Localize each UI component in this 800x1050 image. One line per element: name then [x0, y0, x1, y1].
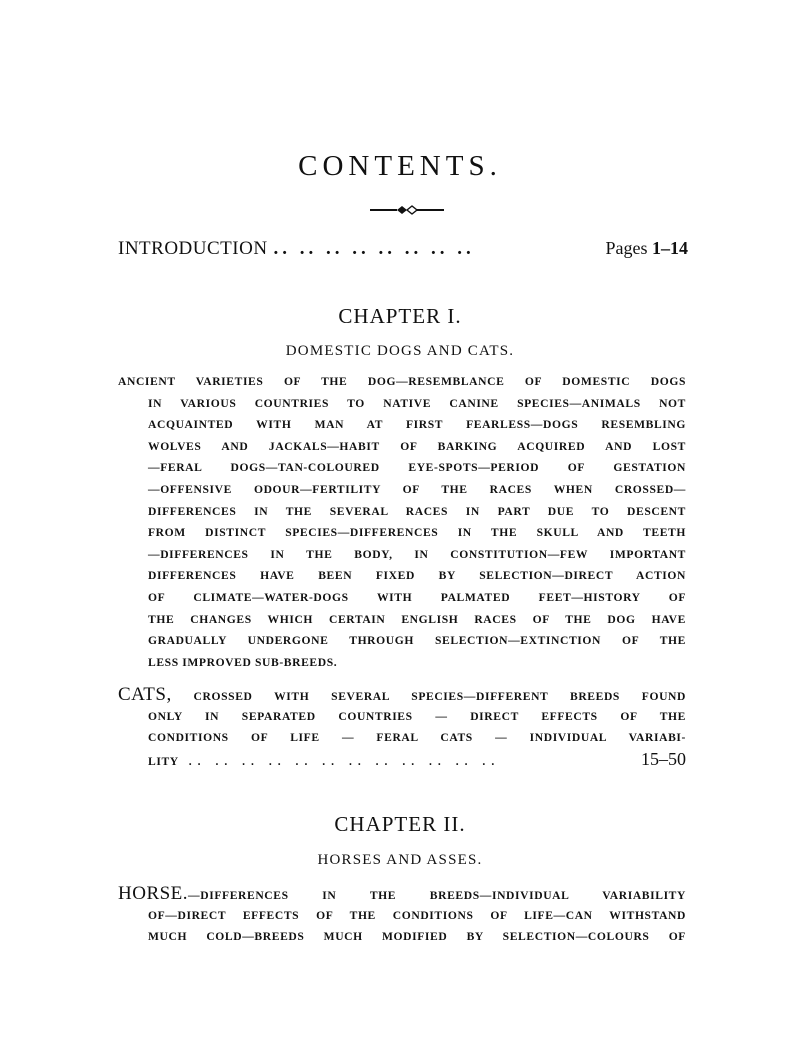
chapter-2-horse-summary — [118, 883, 686, 948]
summary-line: ONLY IN SEPARATED COUNTRIES — DIRECT EFFECTS OF THE — [148, 709, 686, 723]
summary-line: LESS IMPROVED SUB-BREEDS. — [148, 655, 338, 669]
summary-line: —DIFFERENCES IN THE BODY, IN CONSTITUTION—FEW IMPORTANT — [148, 547, 686, 561]
summary-line: HORSE.—DIFFERENCES IN THE BREEDS—INDIVIDUAL VARIABILITY — [118, 883, 686, 904]
chapter-1-subtitle: DOMESTIC DOGS AND CATS. — [285, 343, 515, 359]
introduction-pages: Pages 1–14 — [605, 238, 688, 258]
chapter-1-cats-summary — [118, 684, 686, 770]
summary-line: CATS, CROSSED WITH SEVERAL SPECIES—DIFFERENT BREEDS FOUND — [118, 684, 686, 705]
summary-line: MUCH COLD—BREEDS MUCH MODIFIED BY SELECTION—COLOURS OF — [148, 930, 686, 944]
summary-line: GRADUALLY UNDERGONE THROUGH SELECTION—EXTINCTION OF THE — [148, 634, 686, 648]
summary-line: THE CHANGES WHICH CERTAIN ENGLISH RACES OF THE DOG HAVE — [148, 612, 686, 626]
summary-line: —FERAL DOGS—TAN-COLOURED EYE-SPOTS—PERIOD OF GESTATION — [148, 461, 686, 475]
summary-line: ANCIENT VARIETIES OF THE DOG—RESEMBLANCE OF DOMESTIC DOGS — [118, 375, 686, 388]
introduction-entry — [118, 238, 688, 264]
chapter-1-leader: .. .. .. .. .. .. .. .. .. .. .. .. — [188, 754, 501, 768]
summary-line: FROM DISTINCT SPECIES—DIFFERENCES IN THE SKULL AND TEETH — [148, 526, 686, 540]
chapter-1-pages: 15–50 — [641, 748, 686, 769]
summary-line-end: LITY — [148, 754, 179, 768]
summary-line: OF—DIRECT EFFECTS OF THE CONDITIONS OF LIFE—CAN WITHSTAND — [148, 908, 686, 922]
summary-line: IN VARIOUS COUNTRIES TO NATIVE CANINE SPECIES—ANIMALS NOT — [148, 396, 686, 410]
summary-line: DIFFERENCES HAVE BEEN FIXED BY SELECTION—DIRECT ACTION — [148, 569, 686, 583]
chapter-1-heading: CHAPTER I. — [338, 304, 462, 328]
summary-line: —OFFENSIVE ODOUR—FERTILITY OF THE RACES WHEN CROSSED— — [148, 482, 686, 496]
summary-line: ACQUAINTED WITH MAN AT FIRST FEARLESS—DOGS RESEMBLING — [148, 418, 686, 432]
chapter-1-dogs-summary — [118, 371, 686, 673]
page-title: CONTENTS. — [298, 150, 502, 182]
chapter-2-subtitle: HORSES AND ASSES. — [317, 852, 483, 868]
summary-line: WOLVES AND JACKALS—HABIT OF BARKING ACQUIRED AND LOST — [148, 439, 686, 453]
cats-lead: CATS, — [118, 684, 172, 705]
horse-lead: HORSE. — [118, 883, 189, 904]
chapter-2-heading: CHAPTER II. — [334, 812, 466, 836]
introduction-label: INTRODUCTION — [118, 238, 268, 259]
cats-page-entry — [118, 749, 686, 771]
summary-line: CONDITIONS OF LIFE — FERAL CATS — INDIVIDUAL VARIABI- — [148, 731, 686, 745]
ornament-divider — [367, 200, 447, 220]
summary-line: OF CLIMATE—WATER-DOGS WITH PALMATED FEET—HISTORY OF — [148, 590, 686, 604]
summary-line: DIFFERENCES IN THE SEVERAL RACES IN PART DUE TO DESCENT — [148, 504, 686, 518]
introduction-leader: .. .. .. .. .. .. .. .. — [273, 238, 475, 259]
